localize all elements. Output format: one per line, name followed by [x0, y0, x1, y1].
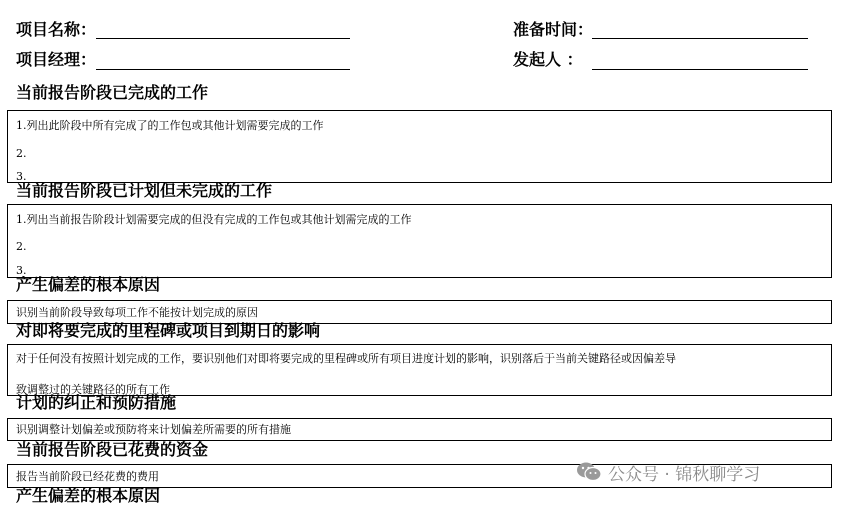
list-item: 1.列出当前报告阶段计划需要完成的但没有完成的工作包或其他计划需完成的工作	[16, 213, 412, 226]
section-heading-milestone-impact: 对即将要完成的里程碑或项目到期日的影响	[16, 321, 321, 340]
wechat-icon	[576, 461, 602, 483]
section-heading-root-cause-2: 产生偏差的根本原因	[16, 486, 161, 505]
milestone-impact-box[interactable]	[7, 344, 832, 396]
section-heading-completed-work: 当前报告阶段已完成的工作	[16, 83, 209, 102]
prep-time-field[interactable]	[592, 38, 808, 39]
list-item: 2.	[16, 240, 27, 253]
project-manager-field[interactable]	[96, 69, 350, 70]
corrective-actions-box[interactable]	[7, 418, 832, 441]
list-item: 致调整过的关键路径的所有工作	[16, 383, 170, 396]
prep-time-label: 准备时间：	[513, 20, 594, 39]
section-heading-funds-spent: 当前报告阶段已花费的资金	[16, 440, 209, 459]
completed-work-box[interactable]	[7, 110, 832, 183]
list-item: 1.列出此阶段中所有完成了的工作包或其他计划需要完成的工作	[16, 119, 324, 132]
list-item: 识别调整计划偏差或预防将来计划偏差所需要的所有措施	[16, 423, 291, 436]
section-heading-planned-unfinished-work: 当前报告阶段已计划但未完成的工作	[16, 181, 273, 200]
list-item: 报告当前阶段已经花费的费用	[16, 470, 159, 483]
section-heading-corrective-actions: 计划的纠正和预防措施	[16, 393, 177, 412]
project-manager-label: 项目经理：	[16, 50, 97, 69]
list-item: 3.	[16, 264, 27, 277]
watermark-text: 公众号 · 锦秋聊学习	[608, 464, 761, 485]
initiator-label: 发起人 ：	[513, 50, 583, 69]
watermark	[576, 460, 760, 484]
initiator-field[interactable]	[592, 69, 808, 70]
project-name-label: 项目名称：	[16, 20, 97, 39]
planned-unfinished-work-box[interactable]	[7, 204, 832, 278]
project-name-field[interactable]	[96, 38, 350, 39]
list-item: 2.	[16, 147, 27, 160]
section-heading-root-cause: 产生偏差的根本原因	[16, 275, 161, 294]
list-item: 3.	[16, 170, 27, 183]
list-item: 对于任何没有按照计划完成的工作，要识别他们对即将要完成的里程碑或所有项目进度计划的影响，识别落后于当前关键路径或因偏差导	[16, 352, 676, 365]
list-item: 识别当前阶段导致每项工作不能按计划完成的原因	[16, 306, 258, 319]
